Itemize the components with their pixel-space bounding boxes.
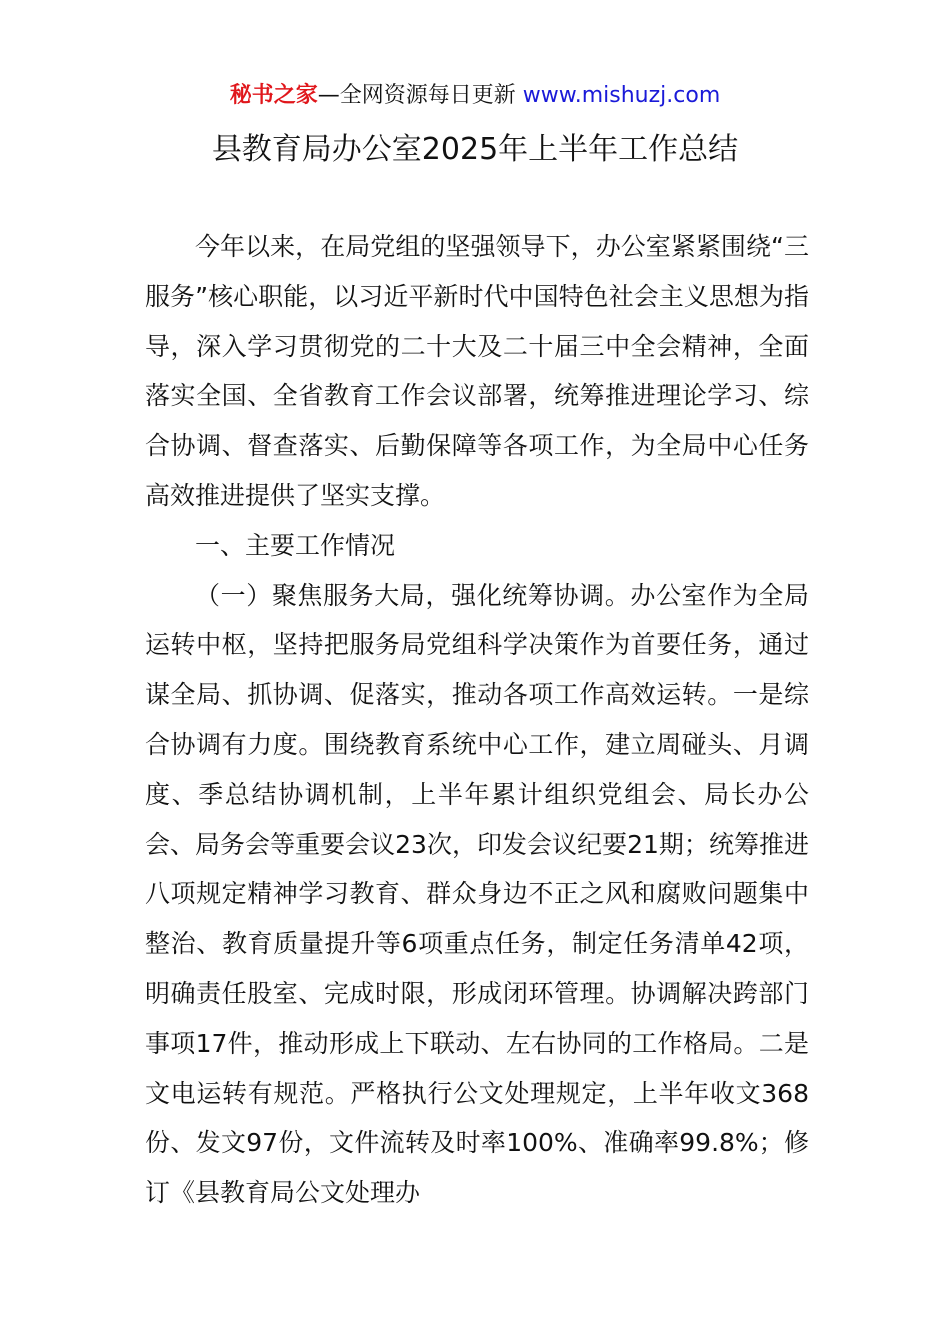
site-url-link[interactable]: www.mishuzj.com [522,83,721,108]
brand-name: 秘书之家 [229,83,318,108]
section-heading: 一、主要工作情况 [195,530,396,560]
header-slogan: —全网资源每日更新 [317,83,516,108]
site-header [0,78,950,114]
document-title: 县教育局办公室2025年上半年工作总结 [211,132,739,167]
section-paragraph: （一）聚焦服务大局，强化统筹协调。办公室作为全局运转中枢，坚持把服务局党组科学决策作为首要任务，通过谋全局、抓协调、促落实，推动各项工作高效运转。一是综合协调有力度。围绕教育系统中心工作，建立周碰头、月调度、季总结协调机制，上半年累计组织党组会、局长办公会、局务会等重要会议23次，印发会议纪要21期；统筹推进八项规定精神学习教育、群众身边不正之风和腐败问题集中整治、教育质量提升等6项重点任务，制定任务清单42项，明确责任股室、完成时限，形成闭环管理。协调解决跨部门事项17件，推动形成上下联动、左右协同的工作格局。二是文电运转有规范。严格执行公文处理规定，上半年收文368份、发文97份，文件流转及时率100%、准确率99.8%；修订《县教育局公文处理办 [145,580,809,1208]
document-body [145,222,809,1218]
intro-paragraph: 今年以来，在局党组的坚强领导下，办公室紧紧围绕“三服务”核心职能，以习近平新时代中国特色社会主义思想为指导，深入学习贯彻党的二十大及二十届三中全会精神，全面落实全国、全省教育工作会议部署，统筹推进理论学习、综合协调、督查落实、后勤保障等各项工作，为全局中心任务高效推进提供了坚实支撑。 [145,232,809,510]
